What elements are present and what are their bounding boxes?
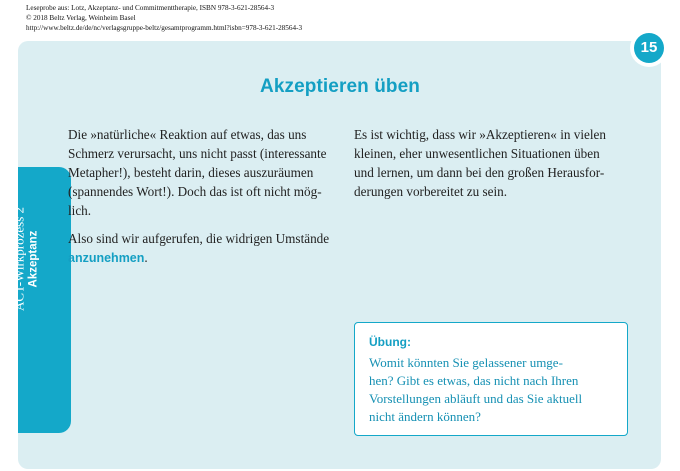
text-line: derungen vorbereitet zu sein. (354, 184, 508, 199)
paragraph-gap (68, 220, 354, 229)
text-line: (spannendes Wort!). Doch das ist oft nicht mög- (68, 184, 322, 199)
left-text-column (68, 125, 354, 268)
header-line-copyright: © 2018 Beltz Verlag, Weinheim Basel (26, 14, 136, 22)
sentence-end: . (144, 250, 148, 265)
exercise-question (369, 354, 613, 426)
text-line: kleinen, eher unwesentlichen Situationen üben (354, 146, 600, 161)
text-line (68, 248, 354, 268)
chapter-side-label (12, 134, 41, 384)
text-line: Die »natürliche« Reaktion auf etwas, das uns (68, 127, 307, 142)
text-line: Metapher!), besteht darin, dieses auszuräumen (68, 165, 314, 180)
exercise-box (354, 322, 628, 436)
page-number-badge: 15 (634, 33, 664, 63)
source-header (26, 3, 586, 33)
header-line-url[interactable]: http://www.beltz.de/de/nc/verlagsgruppe-beltz/gesamtprogramm.html?isbn=978-3-621-28564-3 (26, 24, 303, 32)
paragraph-reaction (68, 125, 354, 220)
text-line: Es ist wichtig, dass wir »Akzeptieren« in vielen (354, 127, 606, 142)
header-line-source: Leseprobe aus: Lotz, Akzeptanz- und Commitmenttherapie, ISBN 978-3-621-28564-3 (26, 4, 275, 12)
text-line: hen? Gibt es etwas, das nicht nach Ihren (369, 373, 579, 388)
text-line: Womit könnten Sie gelassener umge- (369, 355, 563, 370)
highlight-term: anzunehmen (68, 251, 145, 265)
paragraph-call (68, 229, 354, 268)
text-line: Vorstellungen abläuft und das Sie aktuell (369, 391, 583, 406)
text-line: lich. (68, 203, 92, 218)
text-line: nicht ändern können? (369, 409, 481, 424)
text-line: Also sind wir aufgerufen, die widrigen Umstände (68, 231, 330, 246)
section-title: Akzeptieren üben (260, 76, 420, 97)
text-line: Schmerz verursacht, uns nicht passt (interessante (68, 146, 327, 161)
exercise-title: Übung: (369, 335, 411, 349)
right-text-column (354, 125, 634, 201)
text-line: und lernen, um dann bei den großen Herausfor- (354, 165, 605, 180)
chapter-topic-label: Akzeptanz (27, 230, 40, 288)
chapter-process-label: ACT-Wirkprozess 2 (11, 206, 27, 312)
